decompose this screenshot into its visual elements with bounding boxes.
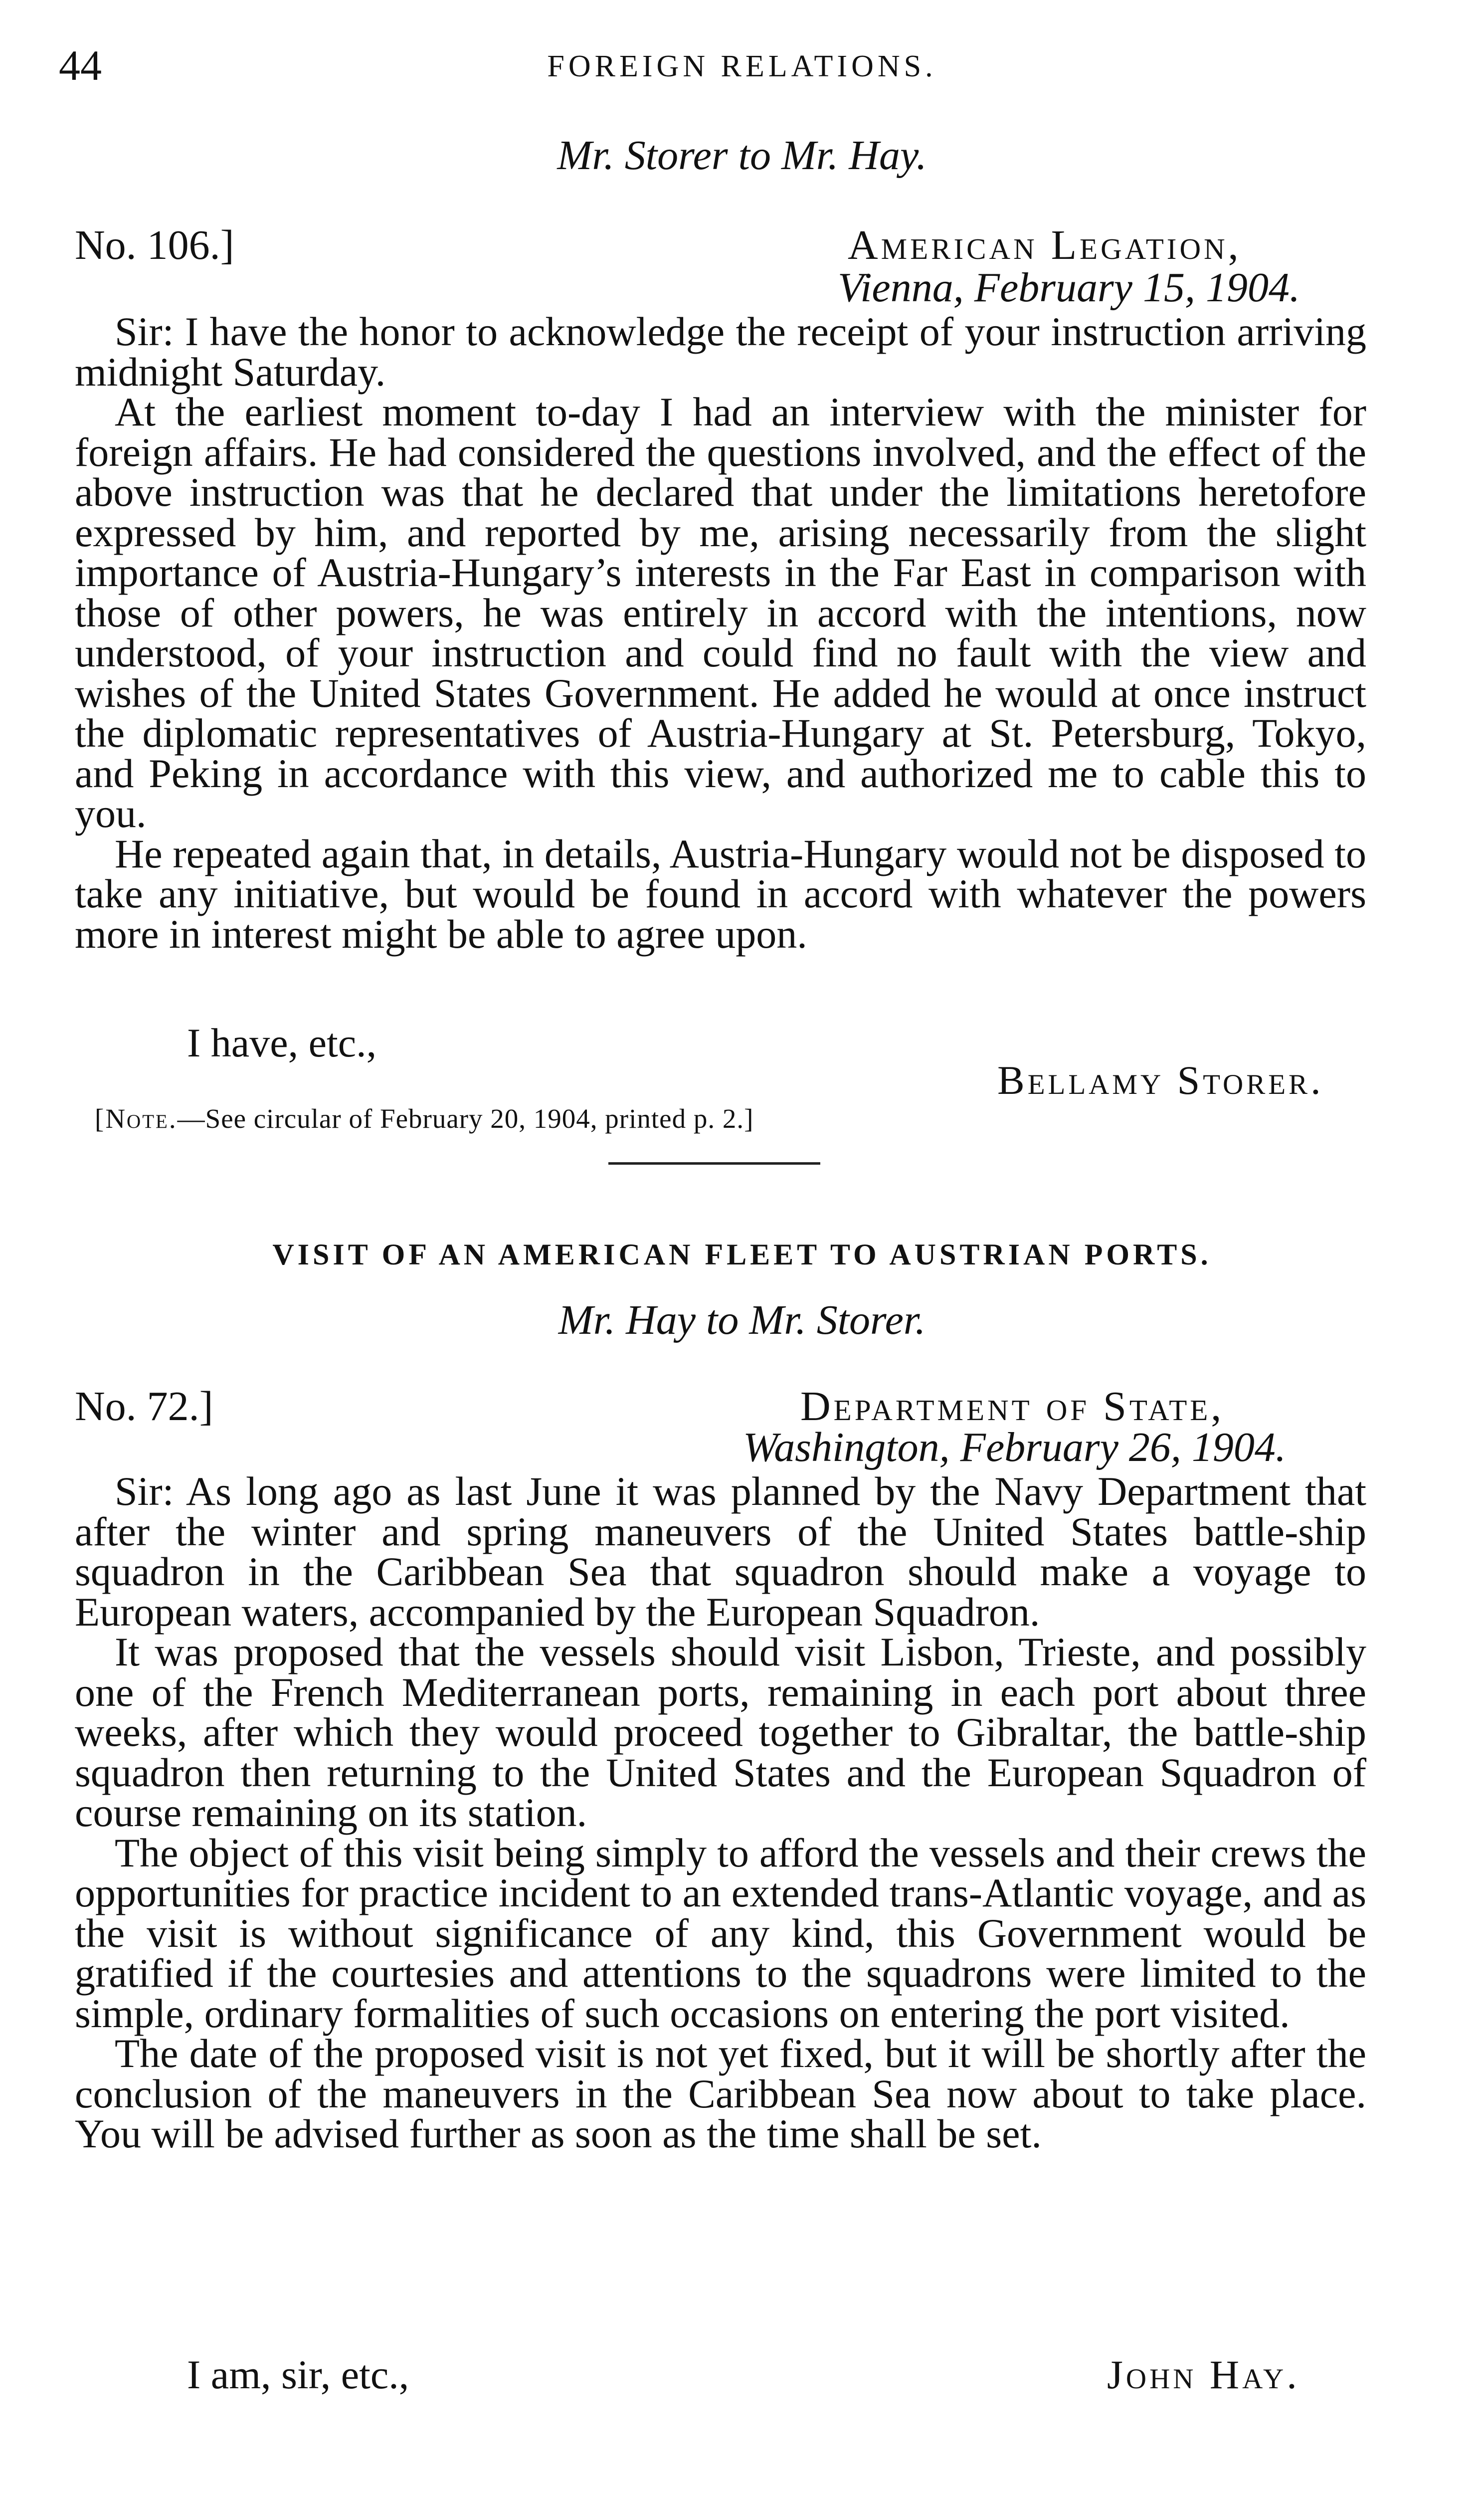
editorial-note <box>95 1105 753 1132</box>
letter-body <box>75 309 1366 957</box>
letter-title: Mr. Hay to Mr. Storer. <box>558 1297 926 1343</box>
note-text: —See circular of February 20, 1904, printed p. 2.] <box>177 1103 754 1134</box>
letter-body <box>75 1468 1366 2156</box>
signature: Bellamy Storer. <box>997 1057 1324 1103</box>
paragraph: The date of the proposed visit is not yet fixed, but it will be shortly after the conclusion of the maneuvers in the Caribbean Sea now about to take place. You will be advised further as soon as the time shall be set. <box>75 2031 1366 2156</box>
closing: I have, etc., <box>187 1020 377 1065</box>
section-heading: VISIT OF AN AMERICAN FLEET TO AUSTRIAN PORTS. <box>272 1238 1212 1271</box>
paragraph: At the earliest moment to-day I had an interview with the minister for foreign affairs. He had considered the questions involved, and the effect of the above instruction was that he declared that under the limitations heretofore expressed by him, and reported by me, arising necessarily from the slight importance of Austria-Hungary’s interests in the Far East in comparison with those of other powers, he was entirely in accord with the intentions, now understood, of your instruction and could find no fault with the view and wishes of the United States Government. He added he would at once instruct the diplomatic representatives of Austria-Hungary at St. Petersburg, Tokyo, and Peking in accordance with this view, and authorized me to cable this to you. <box>75 389 1366 836</box>
dateline: Washington, February 26, 1904. <box>743 1424 1286 1470</box>
sender-place: American Legation, <box>848 222 1242 268</box>
paragraph: The object of this visit being simply to afford the vessels and their crews the opportunities for practice incident to an extended trans-Atlantic voyage, and as the visit is without significance of any kind, this Government would be gratified if the courtesies and attentions to the squadrons were limited to the simple, ordinary formalities of such occasions on entering the port visited. <box>75 1830 1366 2036</box>
paragraph: Sir: I have the honor to acknowledge the receipt of your instruction arriving midnight Saturday. <box>75 309 1366 395</box>
dateline: Vienna, February 15, 1904. <box>838 264 1300 311</box>
section-divider <box>608 1162 820 1165</box>
sender-place: Department of State, <box>800 1383 1225 1430</box>
document-number: No. 72.] <box>75 1383 213 1430</box>
document-number: No. 106.] <box>75 222 234 268</box>
letter-title: Mr. Storer to Mr. Hay. <box>557 132 927 179</box>
note-label: [Note. <box>95 1103 178 1134</box>
running-title: FOREIGN RELATIONS. <box>547 49 937 83</box>
page-number: 44 <box>59 41 102 89</box>
signature: John Hay. <box>1107 2352 1300 2397</box>
paragraph: Sir: As long ago as last June it was planned by the Navy Department that after the winter and spring maneuvers of the United States battle-ship squadron in the Caribbean Sea that squadron should make a voyage to European waters, accompanied by the European Squadron. <box>75 1468 1366 1635</box>
paragraph: He repeated again that, in details, Austria-Hungary would not be disposed to take any initiative, but would be found in accord with whatever the powers more in interest might be able to agree upon. <box>75 831 1366 957</box>
closing: I am, sir, etc., <box>187 2352 409 2397</box>
paragraph: It was proposed that the vessels should visit Lisbon, Trieste, and possibly one of the French Mediterranean ports, remaining in each port about three weeks, after which they would proceed together to Gibraltar, the battle-ship squadron then returning to the United States and the European Squadron of course remaining on its station. <box>75 1629 1366 1835</box>
